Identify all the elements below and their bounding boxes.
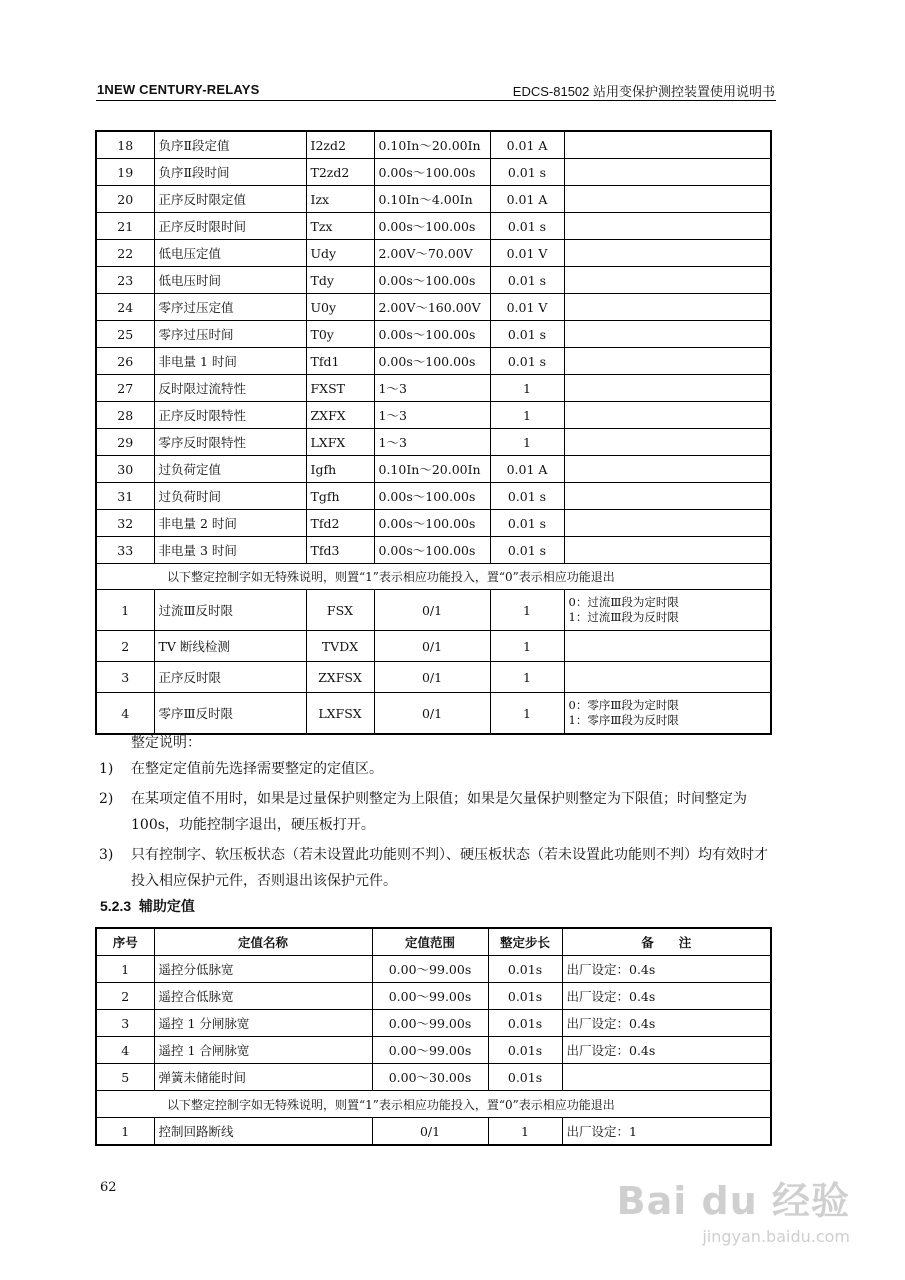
column-header: 整定步长	[488, 928, 562, 956]
table-cell: FSX	[306, 590, 374, 631]
control-row	[96, 662, 771, 693]
table-cell: 0.01 s	[490, 321, 564, 348]
table-cell: 0/1	[374, 590, 490, 631]
table-cell: 0.01s	[488, 1037, 562, 1064]
table-cell: 2.00V～70.00V	[374, 240, 490, 267]
control-row	[96, 693, 771, 735]
table-cell: 0.00s～100.00s	[374, 483, 490, 510]
table-cell: Tzx	[306, 213, 374, 240]
table-row	[96, 1037, 771, 1064]
table-cell: 正序反时限	[154, 662, 306, 693]
table-cell: 过流Ⅲ反时限	[154, 590, 306, 631]
table-cell	[564, 348, 771, 375]
table-cell: 1	[490, 375, 564, 402]
table-cell	[564, 186, 771, 213]
table-cell: 0.10In～20.00In	[374, 131, 490, 159]
table-cell: 2	[96, 983, 154, 1010]
control-row	[96, 1118, 771, 1146]
table-cell: 0/1	[374, 662, 490, 693]
table-cell: 1	[490, 662, 564, 693]
table-cell: LXFSX	[306, 693, 374, 735]
table-cell: LXFX	[306, 429, 374, 456]
note-item-2: 2) 在某项定值不用时，如果是过量保护则整定为上限值；如果是欠量保护则整定为下限值；时间整定为 100s，功能控制字退出，硬压板打开。	[99, 791, 747, 833]
section-heading: 5.2.3 辅助定值	[100, 898, 195, 914]
table-cell: 1	[96, 590, 154, 631]
table-cell: 4	[96, 693, 154, 735]
table-row	[96, 348, 771, 375]
table-cell: 0.10In～20.00In	[374, 456, 490, 483]
table-cell: 1～3	[374, 375, 490, 402]
table-cell	[564, 294, 771, 321]
table-cell: 反时限过流特性	[154, 375, 306, 402]
table-cell: 1～3	[374, 402, 490, 429]
table-cell: Udy	[306, 240, 374, 267]
table-cell: 0.01 A	[490, 456, 564, 483]
table-cell: 正序反时限时间	[154, 213, 306, 240]
table-cell: 0.00～99.00s	[372, 1037, 488, 1064]
table-cell	[564, 537, 771, 564]
table-row	[96, 159, 771, 186]
table-cell: 1	[488, 1118, 562, 1146]
table-row	[96, 456, 771, 483]
table-cell	[564, 429, 771, 456]
table-cell: 正序反时限定值	[154, 186, 306, 213]
table-row	[96, 1010, 771, 1037]
table-note: 以下整定控制字如无特殊说明，则置“1”表示相应功能投入，置“0”表示相应功能退出	[96, 564, 771, 590]
table-cell: 32	[96, 510, 154, 537]
remark-cell	[564, 662, 771, 693]
table-cell: 0.00s～100.00s	[374, 537, 490, 564]
table-cell	[562, 1064, 771, 1091]
table-cell: 遥控分低脉宽	[154, 956, 372, 983]
table-cell: 0.01 s	[490, 537, 564, 564]
watermark-url: jingyan.baidu.com	[702, 1227, 850, 1246]
table-cell: Tfd2	[306, 510, 374, 537]
remark-line: 1：过流Ⅲ段为反时限	[568, 610, 679, 624]
table-cell: Tgfh	[306, 483, 374, 510]
table-cell: 过负荷定值	[154, 456, 306, 483]
table-cell: 22	[96, 240, 154, 267]
table-cell: 0.01 V	[490, 294, 564, 321]
table-cell: 21	[96, 213, 154, 240]
table-cell: 1	[490, 590, 564, 631]
table-cell: 23	[96, 267, 154, 294]
table-row	[96, 213, 771, 240]
table-cell	[564, 159, 771, 186]
table-cell: FXST	[306, 375, 374, 402]
table-cell: 0.01 s	[490, 213, 564, 240]
table-cell: 正序反时限特性	[154, 402, 306, 429]
baidu-watermark	[617, 1170, 850, 1246]
table-row	[96, 402, 771, 429]
watermark-brand: Bai du 经验	[616, 1179, 850, 1223]
table-cell	[564, 375, 771, 402]
table-cell: 零序过压时间	[154, 321, 306, 348]
table-cell: 弹簧未储能时间	[154, 1064, 372, 1091]
remark-line: 0：过流Ⅲ段为定时限	[568, 595, 679, 609]
table-row	[96, 983, 771, 1010]
table-cell: 0.01 s	[490, 159, 564, 186]
table-cell	[564, 402, 771, 429]
remark-line: 1：零序Ⅲ段为反时限	[568, 713, 679, 727]
table-row	[96, 375, 771, 402]
column-header: 备 注	[562, 928, 771, 956]
table-cell: 30	[96, 456, 154, 483]
table-cell: U0y	[306, 294, 374, 321]
table-cell: 0.00～99.00s	[372, 983, 488, 1010]
table-cell: TV 断线检测	[154, 631, 306, 662]
table-cell: 0/1	[374, 693, 490, 735]
column-header: 定值名称	[154, 928, 372, 956]
table-cell: 零序反时限特性	[154, 429, 306, 456]
table-cell: 1	[490, 402, 564, 429]
table-row	[96, 294, 771, 321]
table-cell: 2.00V～160.00V	[374, 294, 490, 321]
table-cell: 0.00s～100.00s	[374, 348, 490, 375]
table-cell: 18	[96, 131, 154, 159]
table-cell: 0.00s～100.00s	[374, 321, 490, 348]
table-cell: 出厂设定：0.4s	[562, 1037, 771, 1064]
table-cell: 1	[490, 631, 564, 662]
table-cell: 0.01 s	[490, 348, 564, 375]
table-cell: 27	[96, 375, 154, 402]
header-left: 1NEW CENTURY-RELAYS	[97, 82, 260, 97]
table-cell: 31	[96, 483, 154, 510]
table-cell: 0.10In～4.00In	[374, 186, 490, 213]
table-row	[96, 131, 771, 159]
table-cell: 0.01 s	[490, 483, 564, 510]
table-cell: 0.00s～100.00s	[374, 159, 490, 186]
table-cell: 28	[96, 402, 154, 429]
table-cell: 0.00～30.00s	[372, 1064, 488, 1091]
table-cell: 25	[96, 321, 154, 348]
table-cell: T0y	[306, 321, 374, 348]
table-cell: Igfh	[306, 456, 374, 483]
table-cell: 26	[96, 348, 154, 375]
table-row	[96, 483, 771, 510]
table-cell: 过负荷时间	[154, 483, 306, 510]
table-cell	[564, 131, 771, 159]
table-cell: 3	[96, 1010, 154, 1037]
header-rule	[96, 100, 776, 101]
table-cell: 出厂设定：0.4s	[562, 1010, 771, 1037]
table-cell: 1	[96, 1118, 154, 1146]
settings-table	[95, 130, 772, 735]
remark-line: 0：零序Ⅲ段为定时限	[568, 698, 679, 712]
table-cell	[564, 456, 771, 483]
table-cell: Tfd3	[306, 537, 374, 564]
table-cell: 低电压时间	[154, 267, 306, 294]
table-cell: 零序Ⅲ反时限	[154, 693, 306, 735]
table-cell: 非电量 1 时间	[154, 348, 306, 375]
column-header: 定值范围	[372, 928, 488, 956]
notes-block	[97, 730, 777, 894]
table-note: 以下整定控制字如无特殊说明，则置“1”表示相应功能投入，置“0”表示相应功能退出	[96, 1091, 771, 1118]
table-cell: 0.00s～100.00s	[374, 213, 490, 240]
remark-cell	[564, 693, 771, 735]
table-cell: 0.01s	[488, 1010, 562, 1037]
table-cell: 0.01 A	[490, 131, 564, 159]
table-row	[96, 429, 771, 456]
table-cell: 0.00s～100.00s	[374, 267, 490, 294]
table-cell	[564, 321, 771, 348]
table-cell: ZXFSX	[306, 662, 374, 693]
table-row	[96, 321, 771, 348]
table-cell: 控制回路断线	[154, 1118, 372, 1146]
table-cell: 非电量 2 时间	[154, 510, 306, 537]
table-cell: 0/1	[372, 1118, 488, 1146]
table-cell: 3	[96, 662, 154, 693]
table-cell: Tfd1	[306, 348, 374, 375]
table-cell: 0.01 s	[490, 267, 564, 294]
note-item-3: 3) 只有控制字、软压板状态（若未设置此功能则不判）、硬压板状态（若未设置此功能则不判）均有效时才投入相应保护元件，否则退出该保护元件。	[99, 847, 768, 889]
table-row	[96, 1064, 771, 1091]
table-cell: T2zd2	[306, 159, 374, 186]
table-cell: 0.01 s	[490, 510, 564, 537]
table-row	[96, 510, 771, 537]
table-cell: 1	[490, 693, 564, 735]
table-cell: 零序过压定值	[154, 294, 306, 321]
table-cell	[564, 510, 771, 537]
table-cell: 1	[96, 956, 154, 983]
table-cell	[564, 213, 771, 240]
control-row	[96, 590, 771, 631]
notes-title: 整定说明：	[131, 735, 201, 751]
header-right: EDCS-81502 站用变保护测控装置使用说明书	[512, 84, 775, 99]
table-row	[96, 537, 771, 564]
table-cell: 出厂设定：0.4s	[562, 983, 771, 1010]
table-cell: 0.00～99.00s	[372, 1010, 488, 1037]
table-cell: Izx	[306, 186, 374, 213]
control-row	[96, 631, 771, 662]
table-cell: 遥控 1 分闸脉宽	[154, 1010, 372, 1037]
table-cell	[564, 483, 771, 510]
table-cell: 2	[96, 631, 154, 662]
table-cell	[564, 240, 771, 267]
remark-cell	[564, 631, 771, 662]
aux-settings-table	[95, 927, 772, 1146]
table-cell: 0.00s～100.00s	[374, 510, 490, 537]
table-cell: 非电量 3 时间	[154, 537, 306, 564]
table-note-row	[96, 1091, 771, 1118]
table-cell: 负序Ⅱ段时间	[154, 159, 306, 186]
page-number: 62	[100, 1180, 117, 1195]
table-cell: 29	[96, 429, 154, 456]
note-item-1: 1) 在整定定值前先选择需要整定的定值区。	[99, 761, 383, 777]
table-cell: TVDX	[306, 631, 374, 662]
table-cell: 出厂设定：1	[562, 1118, 771, 1146]
table-cell: 1～3	[374, 429, 490, 456]
table-row	[96, 267, 771, 294]
table-cell: 1	[490, 429, 564, 456]
table-cell: 负序Ⅱ段定值	[154, 131, 306, 159]
table-cell: Tdy	[306, 267, 374, 294]
column-header: 序号	[96, 928, 154, 956]
table-cell: 5	[96, 1064, 154, 1091]
table-cell: 遥控合低脉宽	[154, 983, 372, 1010]
table-cell: 0.01s	[488, 1064, 562, 1091]
table-row	[96, 240, 771, 267]
table-cell: ZXFX	[306, 402, 374, 429]
table-cell: 0.01s	[488, 983, 562, 1010]
table-cell: 0.01 V	[490, 240, 564, 267]
table-cell: 0.01s	[488, 956, 562, 983]
table-cell: 20	[96, 186, 154, 213]
table-cell: 出厂设定：0.4s	[562, 956, 771, 983]
table-cell: 24	[96, 294, 154, 321]
table-row	[96, 186, 771, 213]
table-cell: I2zd2	[306, 131, 374, 159]
table-cell: 低电压定值	[154, 240, 306, 267]
table-cell: 遥控 1 合闸脉宽	[154, 1037, 372, 1064]
table-cell: 19	[96, 159, 154, 186]
table-cell	[564, 267, 771, 294]
table-cell: 4	[96, 1037, 154, 1064]
table-cell: 0/1	[374, 631, 490, 662]
table-cell: 0.01 A	[490, 186, 564, 213]
table-note-row	[96, 564, 771, 590]
table-row	[96, 956, 771, 983]
remark-cell	[564, 590, 771, 631]
table-cell: 0.00～99.00s	[372, 956, 488, 983]
table-cell: 33	[96, 537, 154, 564]
